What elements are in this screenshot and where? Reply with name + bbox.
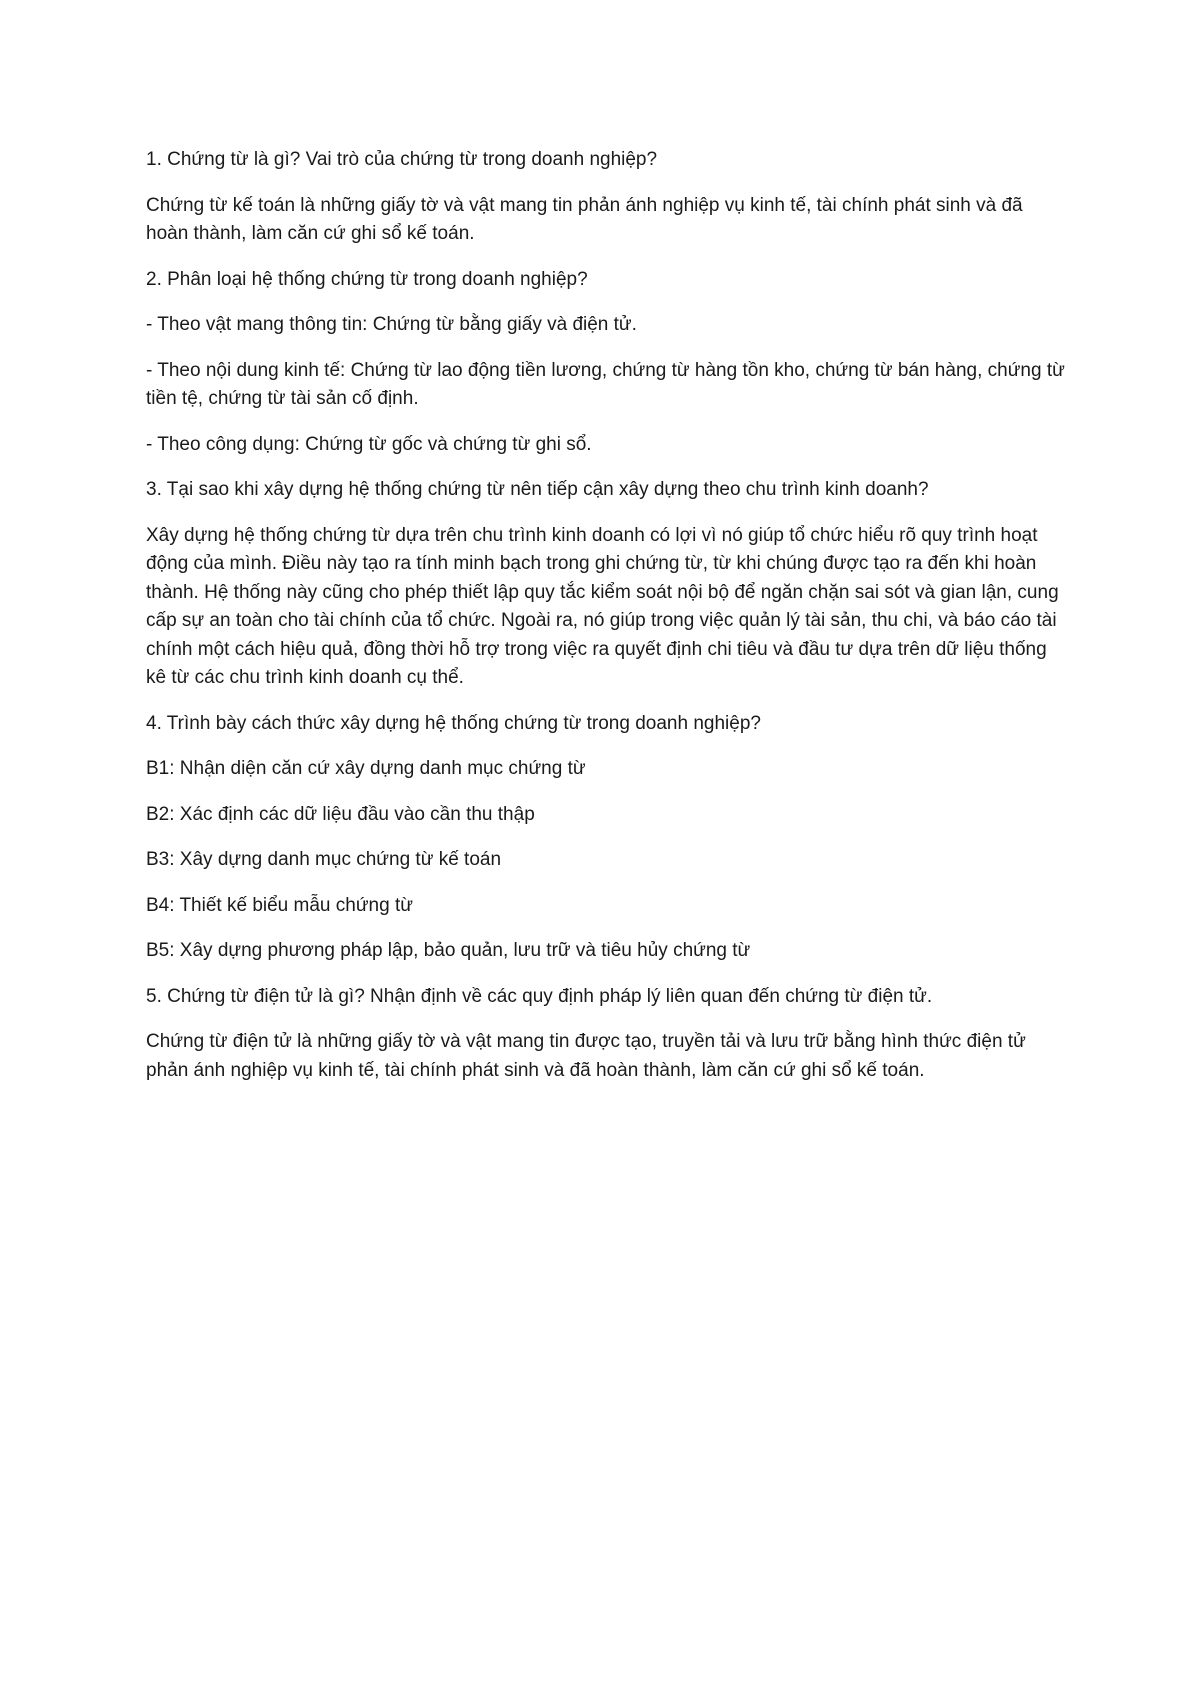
step-b4: B4: Thiết kế biểu mẫu chứng từ xyxy=(146,894,413,916)
classification-by-economic-content: - Theo nội dung kinh tế: Chứng từ lao động tiền lương, chứng từ hàng tồn kho, chứng từ bán hàng, chứng từ tiền tệ, chứng từ tài sản cố định. xyxy=(146,359,1065,409)
step-b5: B5: Xây dựng phương pháp lập, bảo quản, lưu trữ và tiêu hủy chứng từ xyxy=(146,940,751,961)
step-b2: B2: Xác định các dữ liệu đầu vào cần thu thập xyxy=(146,803,535,825)
classification-by-medium: - Theo vật mang thông tin: Chứng từ bằng giấy và điện tử. xyxy=(146,314,637,335)
question-1-heading: 1. Chứng từ là gì? Vai trò của chứng từ trong doanh nghiệp? xyxy=(146,149,658,170)
question-5-heading: 5. Chứng từ điện tử là gì? Nhận định về các quy định pháp lý liên quan đến chứng từ điện tử. xyxy=(146,985,933,1007)
answer-5-text: Chứng từ điện tử là những giấy tờ và vật mang tin được tạo, truyền tải và lưu trữ bằng hình thức điện tử phản ánh nghiệp vụ kinh tế, tài chính phát sinh và đã hoàn thành, làm căn cứ ghi sổ kế toán. xyxy=(146,1031,1026,1081)
classification-by-purpose: - Theo công dụng: Chứng từ gốc và chứng từ ghi sổ. xyxy=(146,433,592,455)
answer-3-text: Xây dựng hệ thống chứng từ dựa trên chu trình kinh doanh có lợi vì nó giúp tổ chức hiểu rõ quy trình hoạt động của mình. Điều này tạo ra tính minh bạch trong ghi chứng từ, từ khi chúng được tạo ra đến khi hoàn thành. Hệ thống này cũng cho phép thiết lập quy tắc kiểm soát nội bộ để ngăn chặn sai sót và gian lận, cung cấp sự an toàn cho tài chính của tổ chức. Ngoài ra, nó giúp trong việc quản lý tài sản, thu chi, và báo cáo tài chính một cách hiệu quả, đồng thời hỗ trợ trong việc ra quyết định chi tiêu và đầu tư dựa trên dữ liệu thống kê từ các chu trình kinh doanh cụ thể. xyxy=(146,524,1059,688)
question-3-heading: 3. Tại sao khi xây dựng hệ thống chứng từ nên tiếp cận xây dựng theo chu trình kinh doanh? xyxy=(146,479,929,500)
document-body xyxy=(146,146,1066,1102)
answer-1-text: Chứng từ kế toán là những giấy tờ và vật mang tin phản ánh nghiệp vụ kinh tế, tài chính phát sinh và đã hoàn thành, làm căn cứ ghi sổ kế toán. xyxy=(146,194,1023,244)
step-b1: B1: Nhận diện căn cứ xây dựng danh mục chứng từ xyxy=(146,758,586,779)
step-b3: B3: Xây dựng danh mục chứng từ kế toán xyxy=(146,849,502,870)
question-2-heading: 2. Phân loại hệ thống chứng từ trong doanh nghiệp? xyxy=(146,268,588,290)
question-4-heading: 4. Trình bày cách thức xây dựng hệ thống chứng từ trong doanh nghiệp? xyxy=(146,712,761,734)
